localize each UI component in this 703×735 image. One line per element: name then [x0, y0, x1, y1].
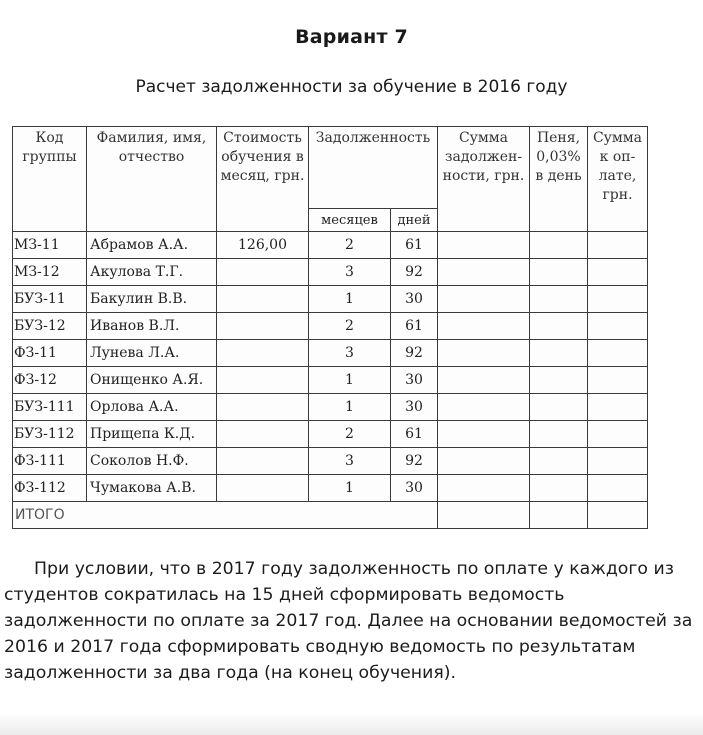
- cell-total-payable: [588, 502, 648, 529]
- cell-debt-days: 30: [391, 475, 438, 502]
- cell-payable: [588, 367, 648, 394]
- cell-payable: [588, 232, 648, 259]
- cell-payable: [588, 448, 648, 475]
- cell-payable: [588, 259, 648, 286]
- cell-monthly-cost: [217, 421, 309, 448]
- header-full-name: Фамилия, имя, отчество: [87, 127, 217, 232]
- cell-monthly-cost: 126,00: [217, 232, 309, 259]
- cell-full-name: Лунева Л.А.: [87, 340, 217, 367]
- cell-debt-sum: [438, 232, 530, 259]
- cell-penalty: [530, 421, 588, 448]
- cell-payable: [588, 394, 648, 421]
- cell-group-code: БУЗ-111: [13, 394, 87, 421]
- document-subtitle: Расчет задолженности за обучение в 2016 году: [135, 77, 568, 97]
- cell-group-code: МЗ-12: [13, 259, 87, 286]
- cell-debt-months: 2: [309, 232, 391, 259]
- cell-debt-days: 30: [391, 367, 438, 394]
- cell-full-name: Иванов В.Л.: [87, 313, 217, 340]
- cell-penalty: [530, 448, 588, 475]
- header-payable: Сумма к оп-лате, грн.: [588, 127, 648, 232]
- cell-penalty: [530, 475, 588, 502]
- cell-penalty: [530, 259, 588, 286]
- cell-monthly-cost: [217, 448, 309, 475]
- header-debt-days: дней: [391, 209, 438, 232]
- cell-full-name: Соколов Н.Ф.: [87, 448, 217, 475]
- cell-group-code: ФЗ-12: [13, 367, 87, 394]
- cell-debt-months: 1: [309, 394, 391, 421]
- cell-debt-days: 61: [391, 313, 438, 340]
- cell-total-debt-sum: [438, 502, 530, 529]
- header-penalty: Пеня, 0,03% в день: [530, 127, 588, 232]
- table-row: [13, 367, 648, 394]
- cell-full-name: Абрамов А.А.: [87, 232, 217, 259]
- cell-debt-days: 92: [391, 340, 438, 367]
- cell-debt-months: 1: [309, 475, 391, 502]
- cell-debt-months: 1: [309, 286, 391, 313]
- table-row: [13, 448, 648, 475]
- cell-monthly-cost: [217, 340, 309, 367]
- table-row: [13, 475, 648, 502]
- cell-monthly-cost: [217, 286, 309, 313]
- cell-debt-sum: [438, 394, 530, 421]
- cell-debt-days: 61: [391, 421, 438, 448]
- cell-penalty: [530, 340, 588, 367]
- cell-payable: [588, 421, 648, 448]
- cell-full-name: Прищепа К.Д.: [87, 421, 217, 448]
- cell-debt-days: 61: [391, 232, 438, 259]
- cell-debt-months: 3: [309, 340, 391, 367]
- cell-monthly-cost: [217, 259, 309, 286]
- cell-group-code: БУЗ-12: [13, 313, 87, 340]
- table-row: [13, 394, 648, 421]
- cell-group-code: ФЗ-111: [13, 448, 87, 475]
- cell-debt-days: 92: [391, 259, 438, 286]
- cell-full-name: Орлова А.А.: [87, 394, 217, 421]
- cell-debt-sum: [438, 448, 530, 475]
- cell-debt-days: 30: [391, 394, 438, 421]
- cell-debt-days: 30: [391, 286, 438, 313]
- cell-payable: [588, 313, 648, 340]
- cell-monthly-cost: [217, 367, 309, 394]
- table-row: [13, 286, 648, 313]
- cell-payable: [588, 286, 648, 313]
- cell-group-code: БУЗ-11: [13, 286, 87, 313]
- cell-penalty: [530, 232, 588, 259]
- header-debt-sum: Сумма задолжен-ности, грн.: [438, 127, 530, 232]
- cell-full-name: Чумакова А.В.: [87, 475, 217, 502]
- total-row: [13, 502, 648, 529]
- cell-full-name: Бакулин В.В.: [87, 286, 217, 313]
- header-debt-months: месяцев: [309, 209, 391, 232]
- header-monthly-cost: Стоимость обучения в месяц, грн.: [217, 127, 309, 232]
- cell-monthly-cost: [217, 394, 309, 421]
- cell-payable: [588, 340, 648, 367]
- cell-penalty: [530, 286, 588, 313]
- cell-debt-sum: [438, 313, 530, 340]
- table-row: [13, 232, 648, 259]
- cell-debt-months: 1: [309, 367, 391, 394]
- table-row: [13, 421, 648, 448]
- table-row: [13, 259, 648, 286]
- cell-debt-sum: [438, 286, 530, 313]
- cell-payable: [588, 475, 648, 502]
- cell-monthly-cost: [217, 313, 309, 340]
- cell-group-code: МЗ-11: [13, 232, 87, 259]
- bottom-edge-shadow: [0, 712, 703, 735]
- cell-monthly-cost: [217, 475, 309, 502]
- cell-debt-months: 3: [309, 259, 391, 286]
- cell-debt-months: 2: [309, 421, 391, 448]
- total-label: ИТОГО: [13, 502, 438, 529]
- debt-table: [12, 126, 648, 529]
- cell-group-code: БУЗ-112: [13, 421, 87, 448]
- cell-debt-sum: [438, 259, 530, 286]
- cell-total-penalty: [530, 502, 588, 529]
- cell-penalty: [530, 367, 588, 394]
- cell-debt-months: 3: [309, 448, 391, 475]
- table-row: [13, 340, 648, 367]
- cell-debt-days: 92: [391, 448, 438, 475]
- cell-debt-months: 2: [309, 313, 391, 340]
- cell-full-name: Онищенко А.Я.: [87, 367, 217, 394]
- task-description: При условии, что в 2017 году задолженность по оплате у каждого из студентов сократилась на 15 дней сформировать ведомость задолженности по оплате за 2017 год. Далее на основании ведомостей за 2016 и 2017 года сформировать сводную ведомость по результатам задолженности за два года (на конец обучения).: [4, 559, 693, 683]
- document-title: Вариант 7: [295, 26, 408, 48]
- cell-group-code: ФЗ-112: [13, 475, 87, 502]
- header-debt: Задолженность: [309, 127, 438, 209]
- table-row: [13, 313, 648, 340]
- cell-debt-sum: [438, 340, 530, 367]
- cell-full-name: Акулова Т.Г.: [87, 259, 217, 286]
- cell-penalty: [530, 394, 588, 421]
- cell-debt-sum: [438, 421, 530, 448]
- cell-group-code: ФЗ-11: [13, 340, 87, 367]
- cell-debt-sum: [438, 475, 530, 502]
- header-group-code: Код группы: [13, 127, 87, 232]
- cell-debt-sum: [438, 367, 530, 394]
- cell-penalty: [530, 313, 588, 340]
